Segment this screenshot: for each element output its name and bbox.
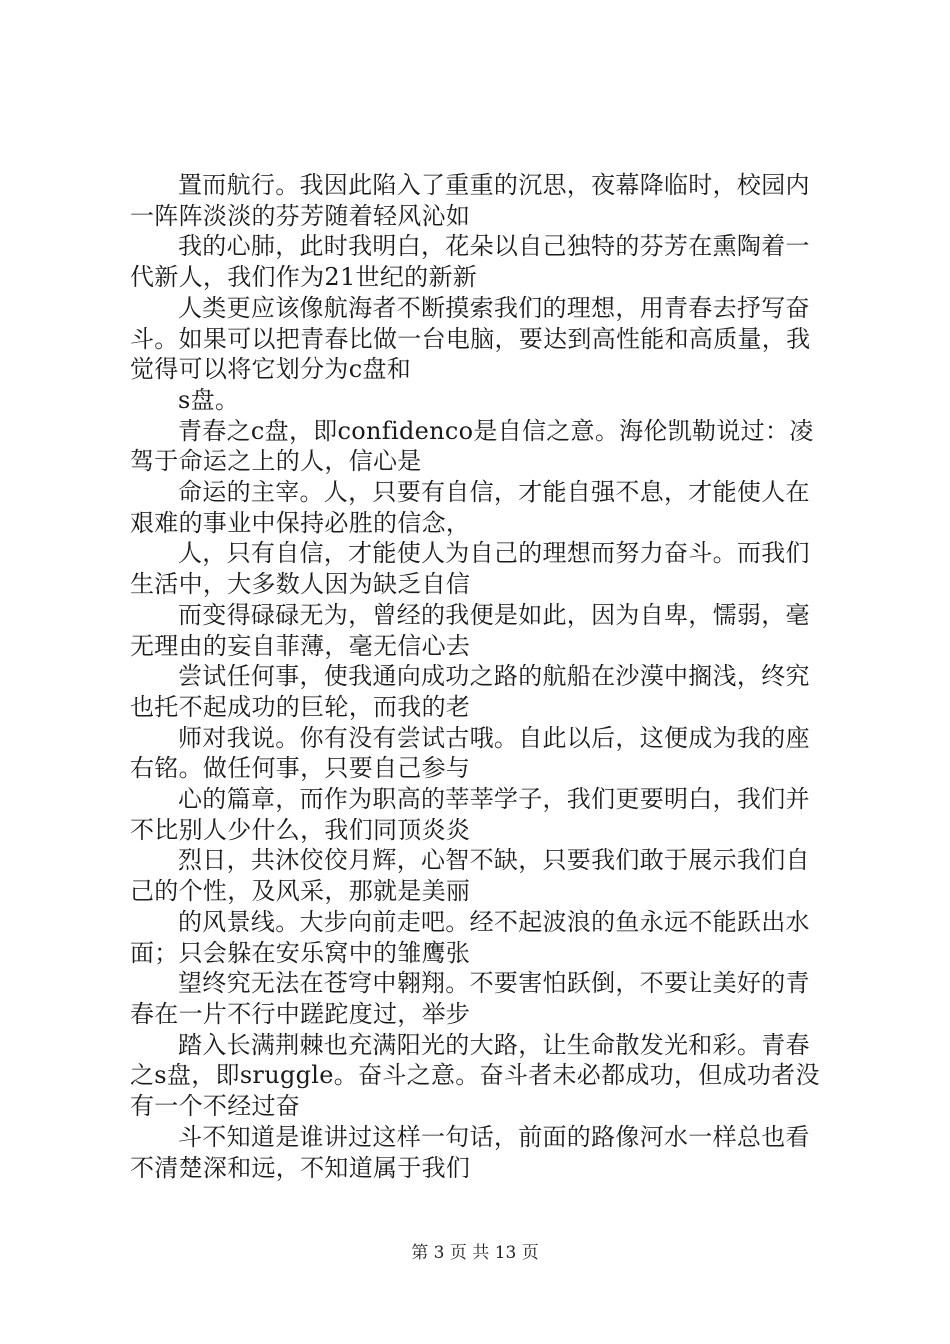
- paragraph: 望终究无法在苍穹中翱翔。不要害怕跃倒，不要让美好的青春在一片不行中蹉跎度过，举步: [130, 969, 810, 1028]
- paragraph: 烈日，共沐佼佼月辉，心智不缺，只要我们敢于展示我们自己的个性，及风采，那就是美丽: [130, 846, 810, 906]
- paragraph: 置而航行。我因此陷入了重重的沉思，夜幕降临时，校园内一阵阵淡淡的芬芳随着轻风沁如: [130, 171, 810, 230]
- paragraph: 师对我说。你有没有尝试古哦。自此以后，这便成为我的座右铭。做任何事，只要自己参与: [130, 723, 810, 783]
- paragraph: 而变得碌碌无为，曾经的我便是如此，因为自卑，懦弱，毫无理由的妄自菲薄，毫无信心去: [130, 600, 810, 660]
- paragraph: 心的篇章，而作为职高的莘莘学子，我们更要明白，我们并不比别人少什么，我们同顶炎炎: [130, 785, 810, 844]
- paragraph: 踏入长满荆棘也充满阳光的大路，让生命散发光和彩。青春之s盘，即sruggle。奋斗之意。奋斗者未必都成功，但成功者没有一个不经过奋: [130, 1030, 820, 1121]
- paragraph: 尝试任何事，使我通向成功之路的航船在沙漠中搁浅，终究也托不起成功的巨轮，而我的老: [130, 662, 810, 721]
- paragraph: s盘。: [178, 385, 240, 414]
- paragraph: 命运的主宰。人，只要有自信，才能自强不息，才能使人在艰难的事业中保持必胜的信念，: [130, 478, 810, 537]
- paragraph: 斗不知道是谁讲过这样一句话，前面的路像河水一样总也看不清楚深和远，不知道属于我们: [130, 1122, 810, 1182]
- paragraph: 的风景线。大步向前走吧。经不起波浪的鱼永远不能跃出水面；只会躲在安乐窝中的雏鹰张: [130, 907, 810, 967]
- paragraph: 青春之c盘，即confidenco是自信之意。海伦凯勒说过：凌驾于命运之上的人，信心是: [130, 416, 814, 476]
- paragraph: 我的心肺，此时我明白，花朵以自己独特的芬芳在熏陶着一代新人，我们作为21世纪的新新: [130, 232, 810, 292]
- page-number-footer: 第 3 页 共 13 页: [411, 1243, 539, 1263]
- paragraph: 人类更应该像航海者不断摸索我们的理想，用青春去抒写奋斗。如果可以把青春比做一台电脑，要达到高性能和高质量，我觉得可以将它划分为c盘和: [130, 293, 811, 384]
- body-text: [130, 170, 830, 1183]
- paragraph: 人，只有自信，才能使人为自己的理想而努力奋斗。而我们生活中，大多数人因为缺乏自信: [130, 539, 810, 599]
